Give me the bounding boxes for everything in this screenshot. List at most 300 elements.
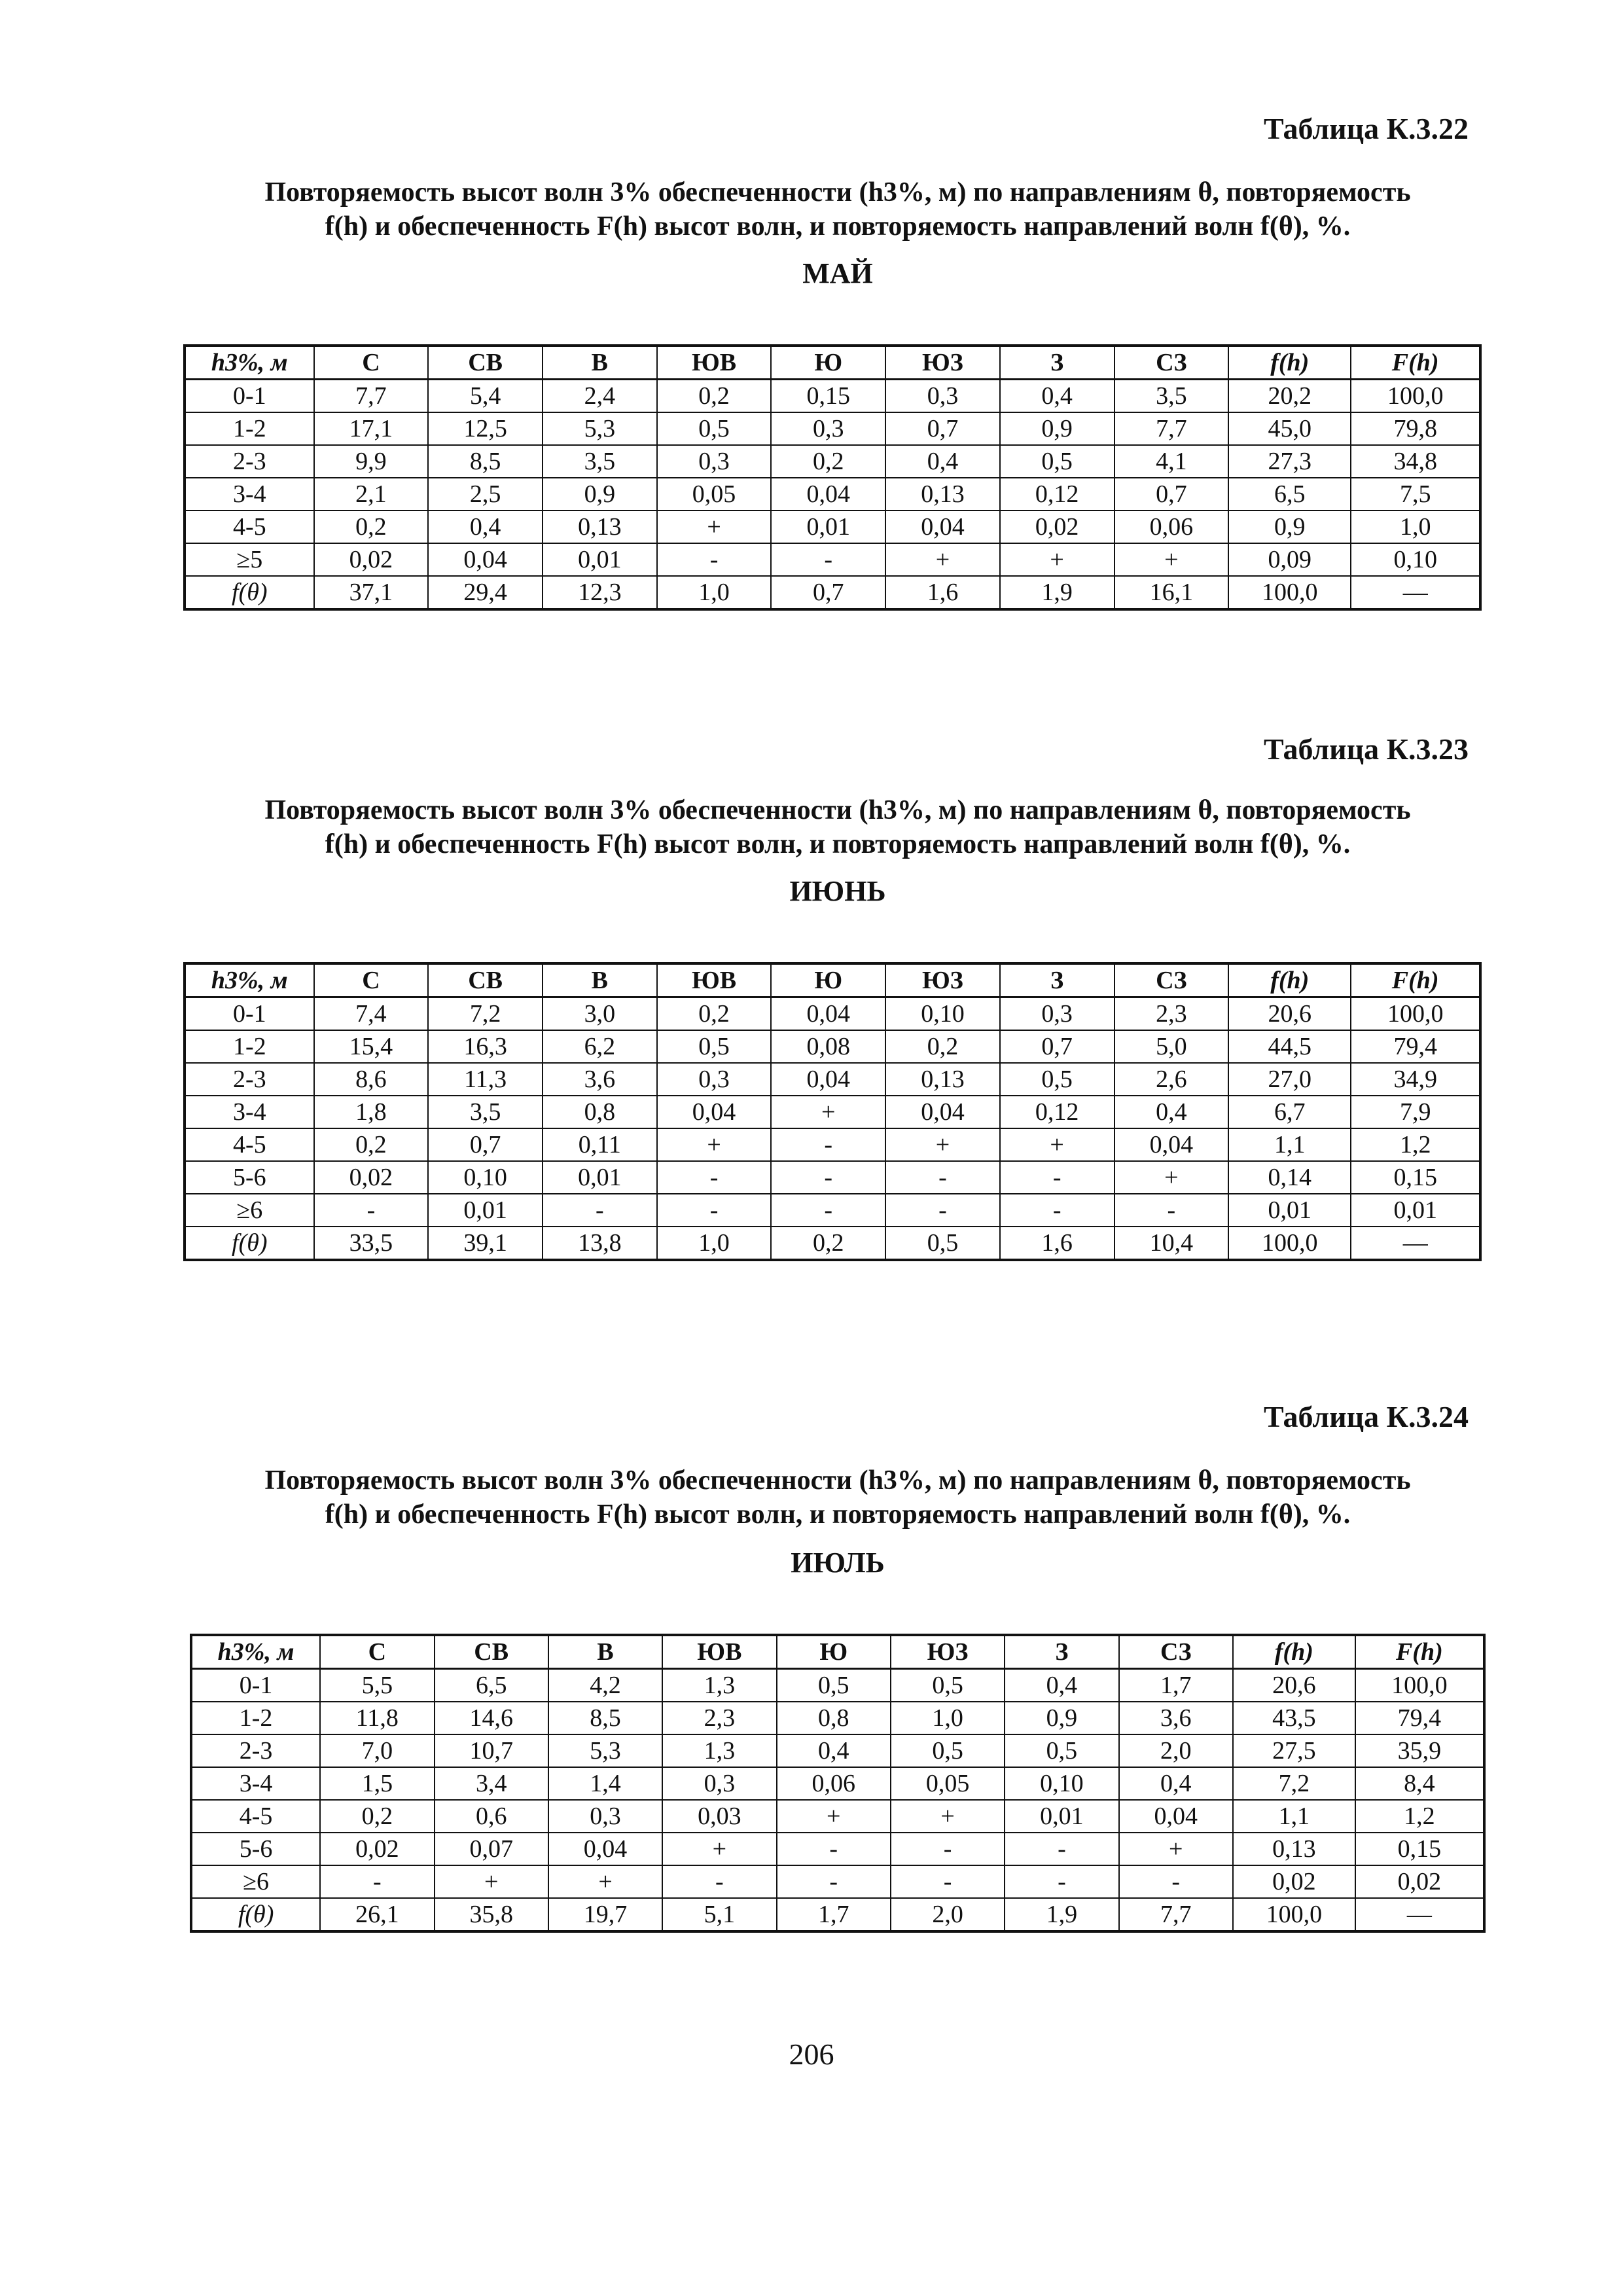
table-cell: 0,01 — [543, 1161, 657, 1194]
table-cell: 0,7 — [1115, 478, 1229, 511]
table-cell: 0,3 — [657, 1063, 772, 1096]
month-title: ИЮЛЬ — [791, 1547, 885, 1579]
table-cell: 0,15 — [1355, 1833, 1484, 1865]
table-cell: 7,7 — [1115, 412, 1229, 445]
table-cell: 0,14 — [1228, 1161, 1351, 1194]
table-cell: 1,1 — [1233, 1800, 1355, 1833]
table-cell: 0,02 — [1000, 511, 1115, 543]
table-cell: 0,03 — [662, 1800, 776, 1833]
header-direction: ЮВ — [662, 1635, 776, 1669]
table-cell: 8,4 — [1355, 1767, 1484, 1800]
table-cell: 1,1 — [1228, 1128, 1351, 1161]
table-cell: 7,7 — [1119, 1898, 1233, 1931]
table-row — [191, 1767, 1484, 1800]
table-cell: 0,11 — [543, 1128, 657, 1161]
table-cell: 1,8 — [314, 1096, 429, 1128]
row-label: 1-2 — [185, 1030, 314, 1063]
table-cell: 7,2 — [428, 997, 543, 1031]
table-cell: 27,5 — [1233, 1734, 1355, 1767]
row-label: 1-2 — [191, 1702, 320, 1734]
table-cell: 5,1 — [662, 1898, 776, 1931]
caption-line-2: f(h) и обеспеченность F(h) высот волн, и повторяемость направлений волн f(θ), %. — [325, 211, 1351, 242]
table-cell: - — [885, 1194, 1000, 1227]
header-F-h: F(h) — [1355, 1635, 1484, 1669]
table-cell: 1,9 — [1005, 1898, 1118, 1931]
table-cell: 0,04 — [1115, 1128, 1229, 1161]
header-direction: З — [1005, 1635, 1118, 1669]
table-caption — [196, 1463, 1479, 1532]
table-row — [185, 1227, 1480, 1260]
table-cell: 0,5 — [885, 1227, 1000, 1260]
table-cell: 2,3 — [662, 1702, 776, 1734]
table-cell: 0,10 — [885, 997, 1000, 1031]
table-cell: 100,0 — [1228, 1227, 1351, 1260]
table-cell: 0,08 — [771, 1030, 885, 1063]
table-cell: 0,2 — [771, 445, 885, 478]
table-cell: 1,3 — [662, 1734, 776, 1767]
table-cell: 0,13 — [885, 1063, 1000, 1096]
table-cell: 0,02 — [320, 1833, 434, 1865]
table-cell: + — [548, 1865, 662, 1898]
caption-line-2: f(h) и обеспеченность F(h) высот волн, и повторяемость направлений волн f(θ), %. — [325, 1499, 1351, 1530]
header-direction: СВ — [435, 1635, 548, 1669]
table-cell: 4,1 — [1115, 445, 1229, 478]
table-row — [191, 1833, 1484, 1865]
header-direction: СЗ — [1115, 963, 1229, 997]
table-cell: + — [662, 1833, 776, 1865]
table-cell: 7,4 — [314, 997, 429, 1031]
table-cell: 0,5 — [1000, 445, 1115, 478]
table-cell: - — [777, 1865, 891, 1898]
table-cell: 1,4 — [548, 1767, 662, 1800]
table-cell: 9,9 — [314, 445, 429, 478]
header-row — [185, 346, 1480, 380]
table-cell: 39,1 — [428, 1227, 543, 1260]
table-cell: 0,8 — [543, 1096, 657, 1128]
row-label: 0-1 — [185, 380, 314, 413]
table-cell: 15,4 — [314, 1030, 429, 1063]
table-cell: 0,04 — [885, 1096, 1000, 1128]
wave-table-may — [183, 344, 1482, 611]
table-row — [185, 412, 1480, 445]
table-cell: 6,5 — [435, 1669, 548, 1702]
table-cell: - — [657, 543, 772, 576]
table-cell: 5,3 — [543, 412, 657, 445]
table-cell: 16,1 — [1115, 576, 1229, 609]
table-cell: 19,7 — [548, 1898, 662, 1931]
table-cell: + — [1000, 1128, 1115, 1161]
table-number: Таблица К.3.23 — [1263, 732, 1469, 766]
header-F-h: F(h) — [1351, 963, 1480, 997]
caption-line-1: Повторяемость высот волн 3% обеспеченности (h3%, м) по направлениям θ, повторяемость — [264, 1465, 1411, 1496]
table-cell: 3,6 — [543, 1063, 657, 1096]
table-cell: 34,8 — [1351, 445, 1480, 478]
row-label: ≥6 — [185, 1194, 314, 1227]
header-direction: ЮВ — [657, 963, 772, 997]
table-cell: 3,5 — [543, 445, 657, 478]
table-row — [185, 1096, 1480, 1128]
table-cell: 0,9 — [1228, 511, 1351, 543]
table-cell: — — [1351, 1227, 1480, 1260]
page-number: 206 — [789, 2037, 834, 2071]
row-label: 4-5 — [185, 511, 314, 543]
row-label: 2-3 — [185, 445, 314, 478]
table-cell: 35,8 — [435, 1898, 548, 1931]
table-cell: 1,0 — [657, 1227, 772, 1260]
table-cell: 27,3 — [1228, 445, 1351, 478]
table-row — [185, 997, 1480, 1031]
table-cell: 4,2 — [548, 1669, 662, 1702]
table-cell: - — [1000, 1161, 1115, 1194]
table-cell: 5,3 — [548, 1734, 662, 1767]
table-row — [191, 1865, 1484, 1898]
row-label: f(θ) — [185, 576, 314, 609]
table-cell: - — [657, 1161, 772, 1194]
table-cell: - — [1119, 1865, 1233, 1898]
table-cell: 5,4 — [428, 380, 543, 413]
table-cell: 43,5 — [1233, 1702, 1355, 1734]
table-cell: 0,4 — [1115, 1096, 1229, 1128]
row-label: 4-5 — [185, 1128, 314, 1161]
table-cell: 0,02 — [314, 1161, 429, 1194]
wave-table-july — [190, 1634, 1486, 1933]
table-cell: 0,15 — [771, 380, 885, 413]
table-cell: 0,9 — [1005, 1702, 1118, 1734]
table-cell: 0,5 — [657, 412, 772, 445]
table-cell: - — [543, 1194, 657, 1227]
table-cell: 0,2 — [314, 511, 429, 543]
table-cell: 27,0 — [1228, 1063, 1351, 1096]
header-direction: З — [1000, 963, 1115, 997]
table-cell: 1,5 — [320, 1767, 434, 1800]
table-cell: 2,5 — [428, 478, 543, 511]
caption-line-1: Повторяемость высот волн 3% обеспеченности (h3%, м) по направлениям θ, повторяемость — [264, 177, 1411, 207]
table-row — [185, 445, 1480, 478]
table-row — [185, 1030, 1480, 1063]
table-cell: 2,1 — [314, 478, 429, 511]
header-F-h: F(h) — [1351, 346, 1480, 380]
table-row — [185, 380, 1480, 413]
table-cell: 0,01 — [771, 511, 885, 543]
row-label: 0-1 — [191, 1669, 320, 1702]
table-cell: + — [435, 1865, 548, 1898]
table-cell: 100,0 — [1228, 576, 1351, 609]
header-direction: З — [1000, 346, 1115, 380]
table-cell: 0,12 — [1000, 478, 1115, 511]
table-cell: 100,0 — [1351, 997, 1480, 1031]
table-cell: + — [1115, 1161, 1229, 1194]
table-cell: - — [891, 1865, 1005, 1898]
table-cell: + — [885, 543, 1000, 576]
table-cell: 8,5 — [548, 1702, 662, 1734]
table-cell: 79,8 — [1351, 412, 1480, 445]
table-cell: - — [771, 1161, 885, 1194]
table-cell: 100,0 — [1355, 1669, 1484, 1702]
table-cell: - — [777, 1833, 891, 1865]
table-cell: 0,2 — [657, 997, 772, 1031]
table-cell: 0,9 — [543, 478, 657, 511]
table-caption — [196, 175, 1479, 243]
table-cell: 0,9 — [1000, 412, 1115, 445]
table-cell: 0,04 — [885, 511, 1000, 543]
table-cell: - — [314, 1194, 429, 1227]
table-cell: 3,5 — [428, 1096, 543, 1128]
table-cell: 0,3 — [1000, 997, 1115, 1031]
table-cell: 12,3 — [543, 576, 657, 609]
table-cell: 0,5 — [657, 1030, 772, 1063]
table-row — [191, 1898, 1484, 1931]
table-cell: 3,4 — [435, 1767, 548, 1800]
table-cell: 0,02 — [1233, 1865, 1355, 1898]
table-cell: - — [1005, 1865, 1118, 1898]
table-cell: 26,1 — [320, 1898, 434, 1931]
header-direction: ЮВ — [657, 346, 772, 380]
table-cell: + — [657, 1128, 772, 1161]
table-row — [185, 543, 1480, 576]
table-cell: 0,04 — [548, 1833, 662, 1865]
table-cell: 0,01 — [543, 543, 657, 576]
table-cell: 20,2 — [1228, 380, 1351, 413]
table-cell: 35,9 — [1355, 1734, 1484, 1767]
header-wave-height: h3%, м — [191, 1635, 320, 1669]
table-cell: 0,2 — [771, 1227, 885, 1260]
table-row — [185, 1063, 1480, 1096]
table-cell: 16,3 — [428, 1030, 543, 1063]
header-direction: В — [548, 1635, 662, 1669]
header-f-h: f(h) — [1228, 346, 1351, 380]
table-row — [191, 1702, 1484, 1734]
table-cell: + — [657, 511, 772, 543]
table-cell: 0,4 — [1000, 380, 1115, 413]
table-cell: 37,1 — [314, 576, 429, 609]
table-cell: + — [1000, 543, 1115, 576]
header-direction: ЮЗ — [885, 963, 1000, 997]
table-cell: + — [777, 1800, 891, 1833]
header-row — [185, 963, 1480, 997]
table-cell: 10,4 — [1115, 1227, 1229, 1260]
header-direction: СЗ — [1115, 346, 1229, 380]
table-cell: 0,3 — [548, 1800, 662, 1833]
header-direction: ЮЗ — [891, 1635, 1005, 1669]
caption-line-1: Повторяемость высот волн 3% обеспеченности (h3%, м) по направлениям θ, повторяемость — [264, 795, 1411, 825]
table-cell: 0,15 — [1351, 1161, 1480, 1194]
table-cell: 11,3 — [428, 1063, 543, 1096]
table-cell: 0,13 — [885, 478, 1000, 511]
table-cell: 7,9 — [1351, 1096, 1480, 1128]
table-cell: 7,2 — [1233, 1767, 1355, 1800]
table-cell: 0,5 — [891, 1669, 1005, 1702]
header-direction: ЮЗ — [885, 346, 1000, 380]
table-cell: 20,6 — [1228, 997, 1351, 1031]
table-cell: 0,01 — [1228, 1194, 1351, 1227]
header-direction: В — [543, 346, 657, 380]
table-cell: 0,13 — [1233, 1833, 1355, 1865]
table-cell: 1,6 — [1000, 1227, 1115, 1260]
table-cell: + — [891, 1800, 1005, 1833]
month-title: МАЙ — [802, 257, 873, 289]
header-direction: С — [314, 346, 429, 380]
caption-line-2: f(h) и обеспеченность F(h) высот волн, и повторяемость направлений волн f(θ), %. — [325, 829, 1351, 859]
table-cell: 0,02 — [1355, 1865, 1484, 1898]
table-cell: 11,8 — [320, 1702, 434, 1734]
table-row — [185, 1161, 1480, 1194]
table-cell: 2,0 — [891, 1898, 1005, 1931]
table-cell: 0,04 — [771, 1063, 885, 1096]
header-direction: Ю — [777, 1635, 891, 1669]
row-label: ≥5 — [185, 543, 314, 576]
table-cell: 0,2 — [314, 1128, 429, 1161]
header-direction: Ю — [771, 963, 885, 997]
table-cell: 0,2 — [320, 1800, 434, 1833]
table-cell: 17,1 — [314, 412, 429, 445]
table-cell: 0,5 — [777, 1669, 891, 1702]
table-cell: 1,0 — [1351, 511, 1480, 543]
table-cell: 0,4 — [1119, 1767, 1233, 1800]
table-cell: 6,2 — [543, 1030, 657, 1063]
table-cell: + — [885, 1128, 1000, 1161]
table-row — [185, 1194, 1480, 1227]
table-cell: 1,0 — [657, 576, 772, 609]
month-title: ИЮНЬ — [789, 875, 886, 907]
row-label: 2-3 — [191, 1734, 320, 1767]
table-cell: - — [1005, 1833, 1118, 1865]
table-cell: 1,9 — [1000, 576, 1115, 609]
table-cell: 0,05 — [657, 478, 772, 511]
row-label: ≥6 — [191, 1865, 320, 1898]
table-cell: 1,3 — [662, 1669, 776, 1702]
table-row — [191, 1669, 1484, 1702]
header-direction: С — [314, 963, 429, 997]
table-cell: 20,6 — [1233, 1669, 1355, 1702]
table-cell: 0,04 — [1119, 1800, 1233, 1833]
table-cell: 1,7 — [1119, 1669, 1233, 1702]
table-cell: 100,0 — [1233, 1898, 1355, 1931]
table-cell: 1,2 — [1351, 1128, 1480, 1161]
table-cell: 0,04 — [428, 543, 543, 576]
table-cell: 8,5 — [428, 445, 543, 478]
table-cell: 45,0 — [1228, 412, 1351, 445]
table-cell: - — [885, 1161, 1000, 1194]
table-cell: 2,4 — [543, 380, 657, 413]
header-wave-height: h3%, м — [185, 963, 314, 997]
table-number: Таблица К.3.22 — [1263, 112, 1469, 145]
table-cell: 34,9 — [1351, 1063, 1480, 1096]
table-caption — [196, 793, 1479, 861]
table-cell: 0,4 — [777, 1734, 891, 1767]
table-cell: 0,5 — [1000, 1063, 1115, 1096]
table-cell: - — [771, 543, 885, 576]
table-cell: 6,5 — [1228, 478, 1351, 511]
table-cell: 0,7 — [771, 576, 885, 609]
table-cell: 1,0 — [891, 1702, 1005, 1734]
row-label: 5-6 — [185, 1161, 314, 1194]
table-cell: 0,4 — [1005, 1669, 1118, 1702]
row-label: 3-4 — [185, 478, 314, 511]
table-cell: 2,0 — [1119, 1734, 1233, 1767]
table-cell: + — [771, 1096, 885, 1128]
table-cell: 0,04 — [771, 478, 885, 511]
row-label: 3-4 — [191, 1767, 320, 1800]
table-cell: 0,4 — [885, 445, 1000, 478]
table-cell: 1,7 — [777, 1898, 891, 1931]
table-cell: 79,4 — [1351, 1030, 1480, 1063]
header-f-h: f(h) — [1233, 1635, 1355, 1669]
table-cell: 0,01 — [1005, 1800, 1118, 1833]
table-cell: 0,2 — [885, 1030, 1000, 1063]
table-cell: 0,7 — [1000, 1030, 1115, 1063]
header-f-h: f(h) — [1228, 963, 1351, 997]
row-label: 2-3 — [185, 1063, 314, 1096]
table-cell: 0,07 — [435, 1833, 548, 1865]
header-direction: СЗ — [1119, 1635, 1233, 1669]
table-cell: 5,5 — [320, 1669, 434, 1702]
wave-table-june — [183, 962, 1482, 1261]
table-cell: 1,2 — [1355, 1800, 1484, 1833]
row-label: 4-5 — [191, 1800, 320, 1833]
table-cell: 100,0 — [1351, 380, 1480, 413]
table-cell: 1,6 — [885, 576, 1000, 609]
header-row — [191, 1635, 1484, 1669]
row-label: 3-4 — [185, 1096, 314, 1128]
table-cell: 14,6 — [435, 1702, 548, 1734]
table-cell: 33,5 — [314, 1227, 429, 1260]
table-cell: - — [891, 1833, 1005, 1865]
header-direction: СВ — [428, 346, 543, 380]
table-cell: 13,8 — [543, 1227, 657, 1260]
table-cell: + — [1115, 543, 1229, 576]
header-direction: Ю — [771, 346, 885, 380]
table-cell: 3,5 — [1115, 380, 1229, 413]
table-cell: 0,4 — [428, 511, 543, 543]
table-cell: 0,2 — [657, 380, 772, 413]
table-cell: 0,04 — [771, 997, 885, 1031]
table-cell: 0,7 — [428, 1128, 543, 1161]
table-cell: - — [771, 1128, 885, 1161]
table-cell: 0,6 — [435, 1800, 548, 1833]
table-cell: 44,5 — [1228, 1030, 1351, 1063]
table-cell: 29,4 — [428, 576, 543, 609]
header-direction: СВ — [428, 963, 543, 997]
table-row — [185, 478, 1480, 511]
table-cell: 0,05 — [891, 1767, 1005, 1800]
table-cell: 0,10 — [428, 1161, 543, 1194]
table-cell: 0,04 — [657, 1096, 772, 1128]
table-cell: 0,06 — [1115, 511, 1229, 543]
table-cell: 5,0 — [1115, 1030, 1229, 1063]
table-cell: 0,10 — [1005, 1767, 1118, 1800]
table-cell: 7,7 — [314, 380, 429, 413]
table-cell: 12,5 — [428, 412, 543, 445]
table-cell: 0,06 — [777, 1767, 891, 1800]
header-direction: С — [320, 1635, 434, 1669]
row-label: 0-1 — [185, 997, 314, 1031]
table-row — [191, 1734, 1484, 1767]
table-cell: 0,01 — [428, 1194, 543, 1227]
table-cell: 6,7 — [1228, 1096, 1351, 1128]
table-cell: 7,5 — [1351, 478, 1480, 511]
table-cell: 0,09 — [1228, 543, 1351, 576]
table-cell: 0,3 — [657, 445, 772, 478]
table-cell: 3,0 — [543, 997, 657, 1031]
table-cell: 0,3 — [885, 380, 1000, 413]
table-cell: 0,13 — [543, 511, 657, 543]
table-cell: — — [1355, 1898, 1484, 1931]
table-cell: - — [1115, 1194, 1229, 1227]
table-cell: 3,6 — [1119, 1702, 1233, 1734]
row-label: 1-2 — [185, 412, 314, 445]
table-cell: 2,3 — [1115, 997, 1229, 1031]
header-wave-height: h3%, м — [185, 346, 314, 380]
